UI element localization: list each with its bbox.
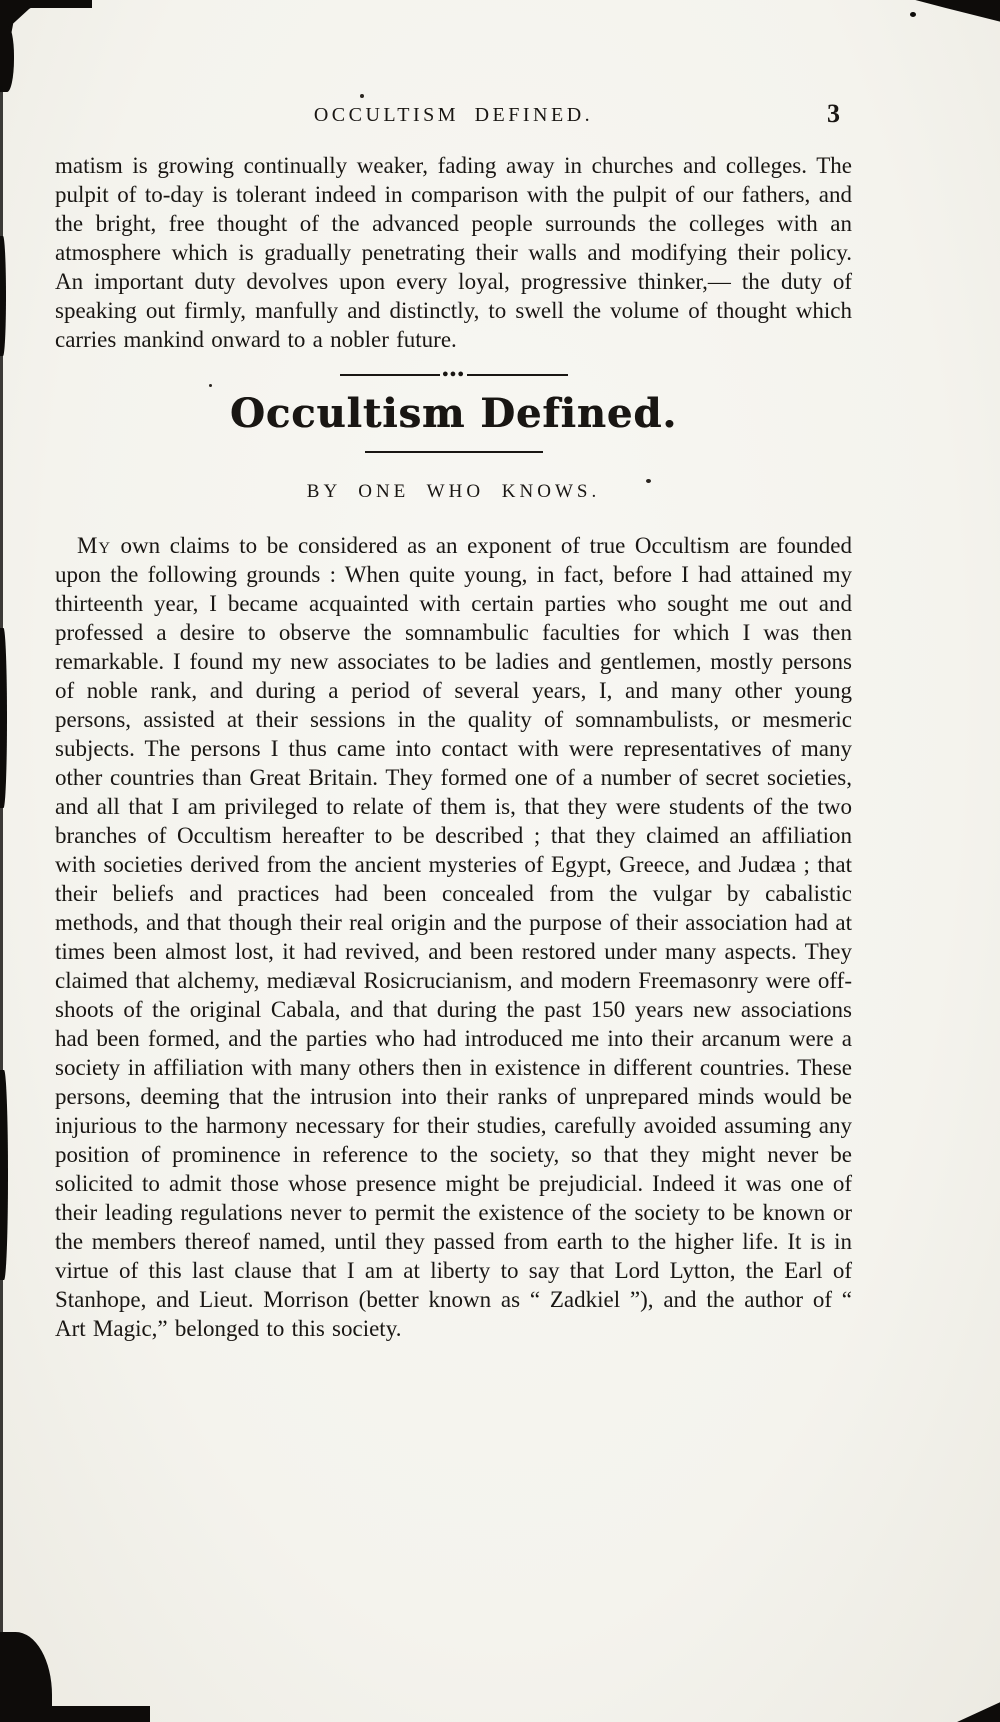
divider-rule-right: [467, 374, 568, 376]
body-paragraph: [55, 531, 852, 1343]
running-title: OCCULTISM DEFINED.: [313, 104, 594, 126]
scan-artifact-bottom-edge: [0, 1706, 150, 1722]
intro-paragraph: matism is growing continually weaker, fading away in churches and colleges. The pulpit of to-day is tolerant indeed in comparison with the pulpit of our fathers, and the bright, free thought of the advanced people surrounds the colleges with an atmosphere which is gradually penetrating their walls and modifying their policy. An important duty devolves upon every loyal, progressive thinker,— the duty of speaking out firmly, manfully and distinctly, to swell the volume of thought which carries mankind onward to a nobler future.: [55, 153, 852, 352]
scan-artifact-left-patch-2: [0, 628, 7, 808]
section-divider: ●●●: [340, 374, 568, 376]
title-rule: [365, 451, 543, 453]
page-content: [55, 0, 852, 1343]
body-text: own claims to be considered as an exponent of true Occultism are founded upon the following grounds : When quite young, in fact, before I had attained my thirteenth year, I became acquainted with certain parties who sought me out and professed a desire to observe the somnambulic faculties for which I was then remarkable. I found my new associates to be ladies and gentlemen, mostly persons of noble rank, and during a period of several years, I, and many other young persons, assisted at their sessions in the quality of somnambulists, or mesmeric subjects. The persons I thus came into contact with were representatives of many other countries than Great Britain. They formed one of a number of secret societies, and all that I am privileged to relate of them is, that they were students of the two branches of Occultism hereafter to be described ; that they claimed an affiliation with societies derived from the ancient mysteries of Egypt, Greece, and Judæa ; that their beliefs and practices had been concealed from the vulgar by cabalistic methods, and that though their real origin and the purpose of their association had at times been almost lost, it had revived, and been restored under many aspects. They claimed that alchemy, mediæval Rosicrucianism, and modern Freemasonry were off-shoots of the original Cabala, and that during the past 150 years new associations had been formed, and the parties who had introduced me into their arcanum were a society in affiliation with many others then in existence in different countries. These persons, deeming that the intrusion into their ranks of unprepared minds would be injurious to the harmony necessary for their studies, carefully avoided assuming any position of prominence in reference to the society, so that they might never be solicited to admit those whose presence might be prejudicial. Indeed it was one of their leading regulations never to permit the existence of the society to be known or the members thereof named, until they passed from earth to the higher life. It is in virtue of this last clause that I am at liberty to say that Lord Lytton, the Earl of Stanhope, and Lieut. Morrison (better known as “ Zadkiel ”), and the author of “ Art Magic,” belonged to this society.: [55, 533, 852, 1341]
scan-artifact-bottom-right-mark: [942, 1700, 1000, 1722]
running-head: [55, 99, 852, 128]
scan-artifact-left-edge-wide: [0, 26, 14, 92]
scan-artifact-top-right-corner: [908, 0, 1000, 30]
divider-rule-left: [340, 374, 441, 376]
section-title: Occultism Defined.: [229, 390, 678, 437]
scan-artifact-left-patch-1: [0, 236, 6, 356]
page-number: 3: [827, 99, 840, 128]
byline: BY ONE WHO KNOWS.: [306, 481, 601, 502]
scan-artifact-left-patch-3: [0, 1070, 8, 1280]
scan-artifact-top-right-dot: [910, 12, 916, 17]
lead-word: My: [77, 533, 112, 558]
